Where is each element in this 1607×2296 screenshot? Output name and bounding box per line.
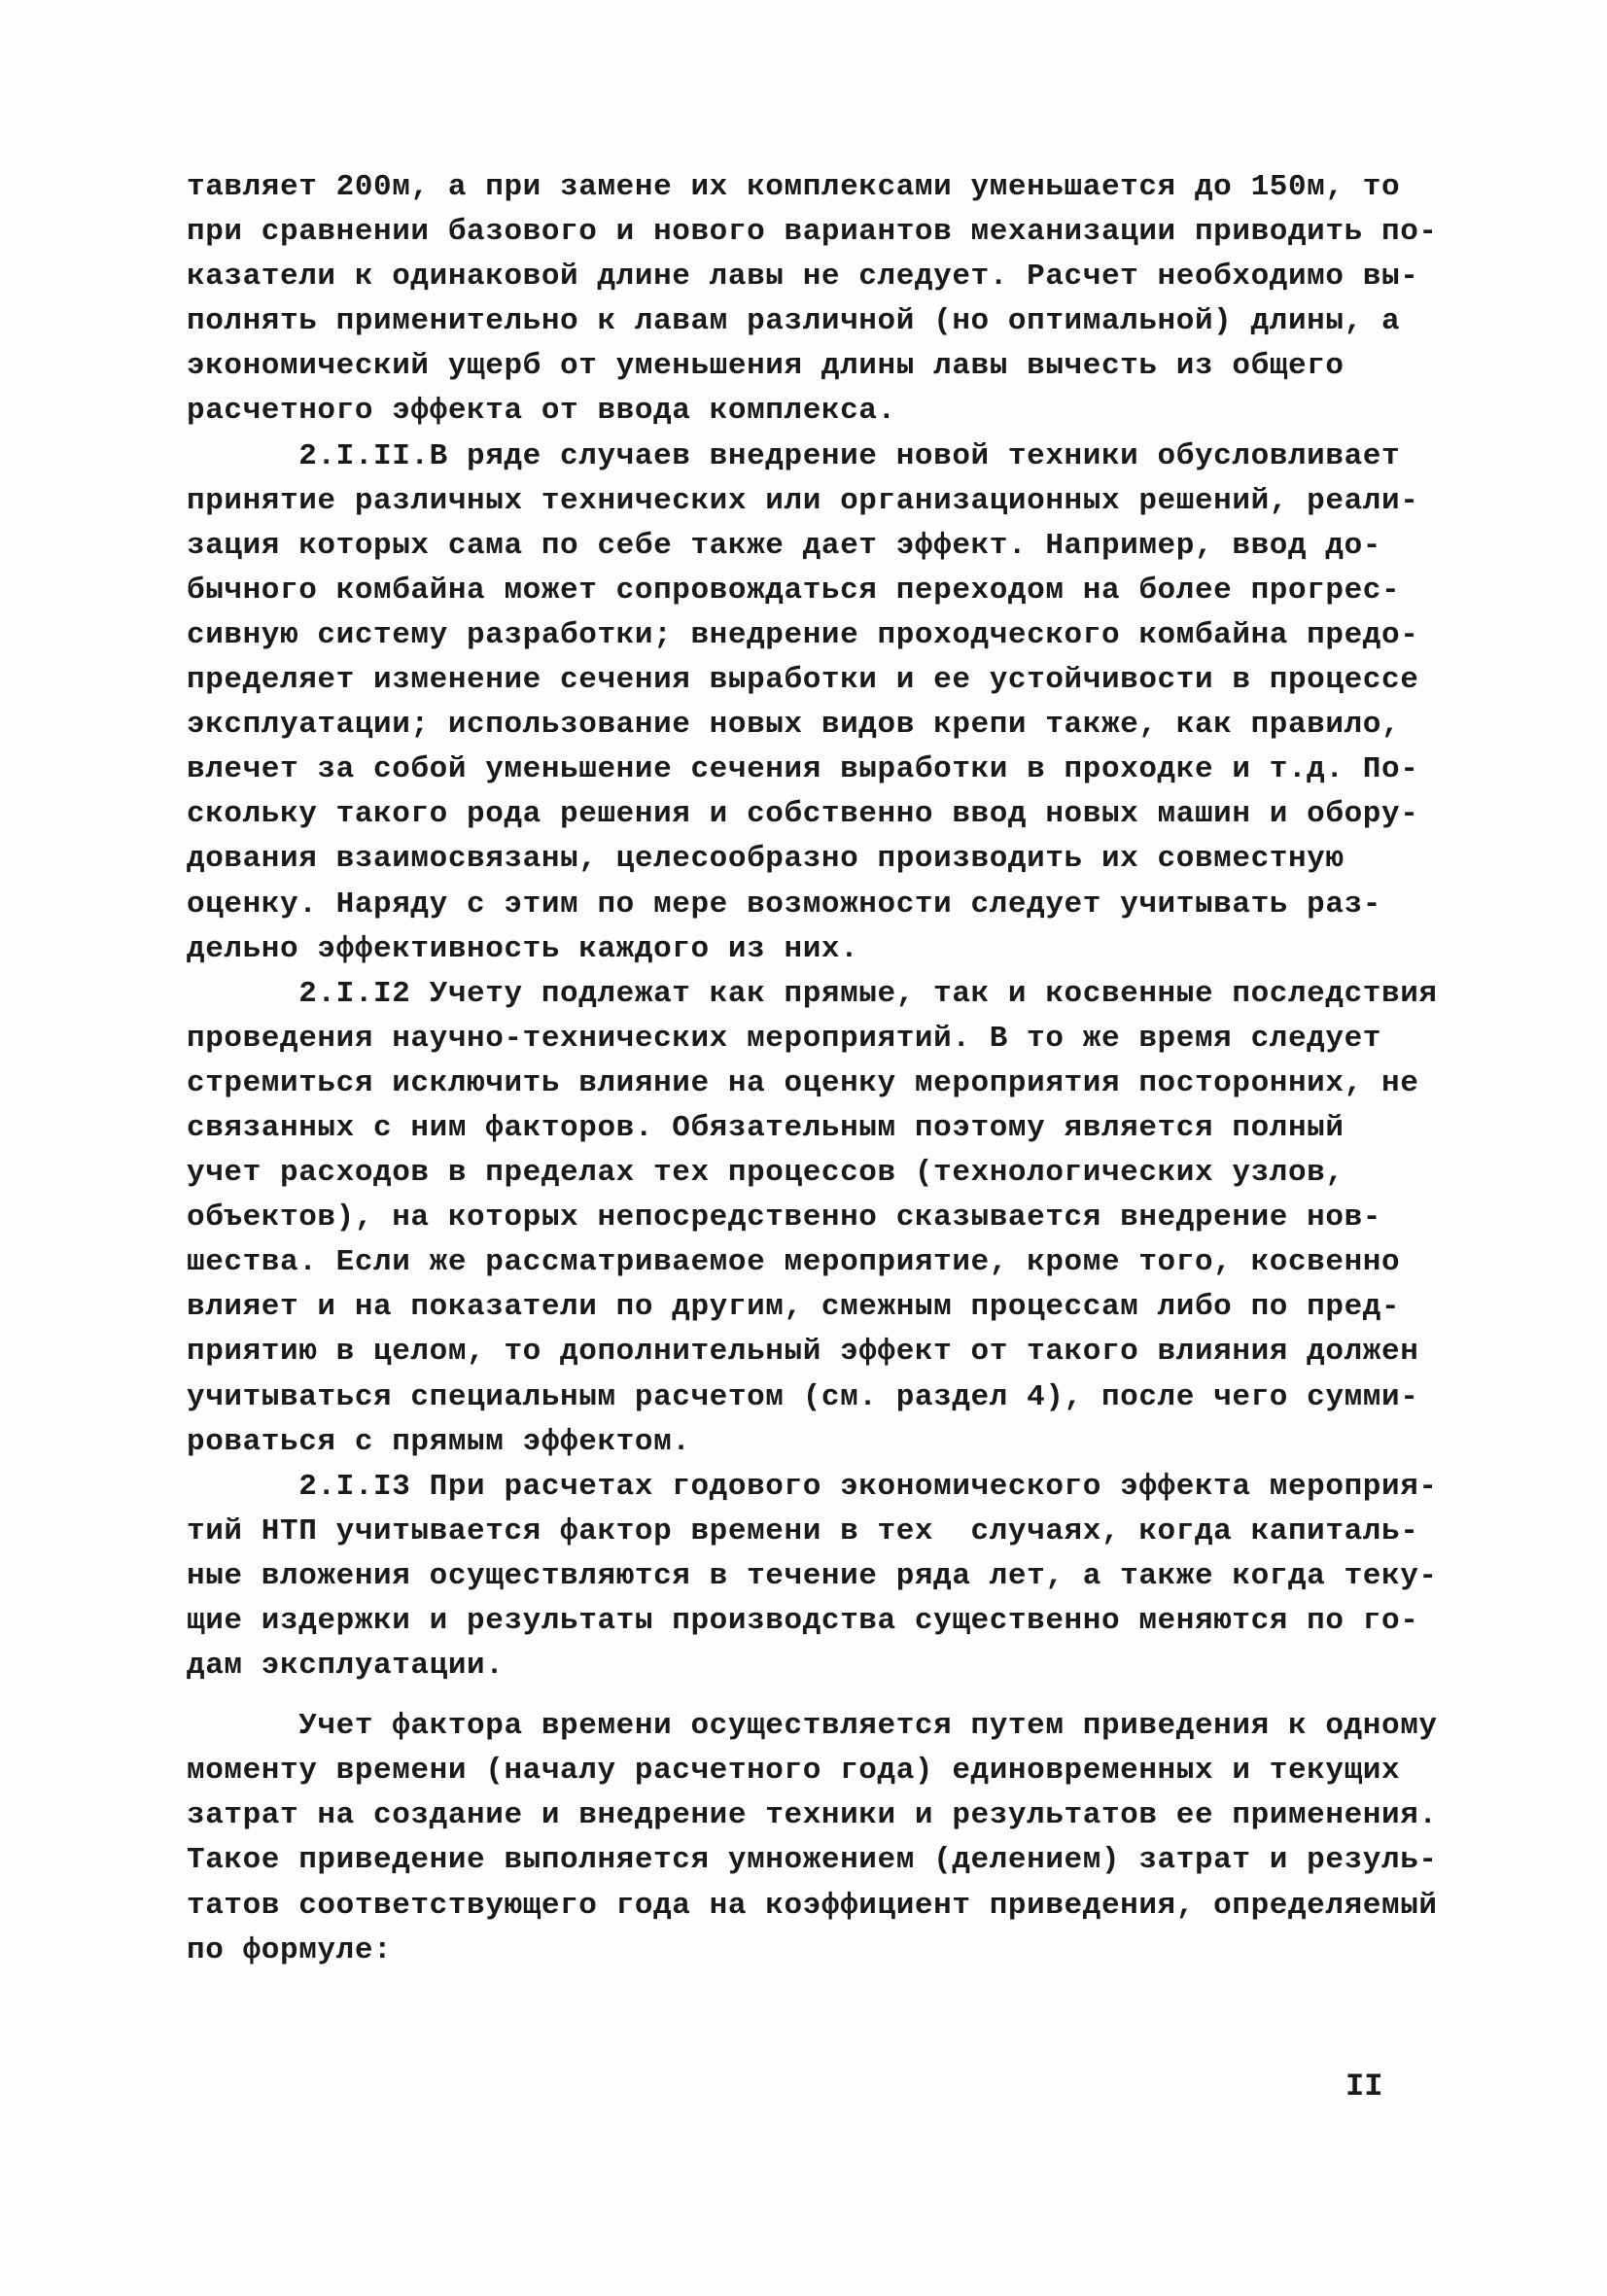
text-line: влияет и на показатели по другим, смежным процессам либо по пред- [187,1290,1401,1325]
text-line: 2.I.I2 Учету подлежат как прямые, так и косвенные последствия [187,976,1438,1011]
text-line: оценку. Наряду с этим по мере возможности следует учитывать раз- [187,887,1381,922]
text-line: зация которых сама по себе также дает эффект. Например, ввод до- [187,528,1381,563]
text-line: полнять применительно к лавам различной (но оптимальной) длины, а [187,304,1401,339]
text-line: роваться с прямым эффектом. [187,1424,691,1459]
text-line: проведения научно-технических мероприятий. В то же время следует [187,1021,1381,1056]
text-line: щие издержки и результаты производства существенно меняются по го- [187,1604,1419,1638]
text-line: тий НТП учитывается фактор времени в тех случаях, когда капиталь- [187,1513,1419,1548]
text-line: стремиться исключить влияние на оценку мероприятия посторонних, не [187,1065,1419,1100]
text-line: затрат на создание и внедрение техники и результатов ее применения. [187,1798,1438,1833]
text-line: приятию в целом, то дополнительный эффект от такого влияния должен [187,1335,1419,1370]
text-line: 2.I.II.В ряде случаев внедрение новой техники обусловливает [187,438,1401,473]
text-line: принятие различных технических или организационных решений, реали- [187,483,1419,518]
text-line: сивную систему разработки; внедрение проходческого комбайна предо- [187,617,1419,652]
page-number: II [1345,2069,1383,2105]
text-line: учет расходов в пределах тех процессов (технологических узлов, [187,1156,1345,1191]
text-line: бычного комбайна может сопровождаться переходом на более прогрес- [187,573,1401,608]
text-line: экономический ущерб от уменьшения длины лавы вычесть из общего [187,349,1345,384]
text-line: влечет за собой уменьшение сечения выработки в проходке и т.д. По- [187,752,1419,787]
text-line: при сравнении базового и нового вариантов механизации приводить по- [187,215,1438,250]
text-line: объектов), на которых непосредственно сказывается внедрение нов- [187,1200,1381,1235]
text-line: эксплуатации; использование новых видов крепи также, как правило, [187,708,1401,743]
text-line: Учет фактора времени осуществляется путем приведения к одному [187,1709,1438,1744]
text-line: дельно эффективность каждого из них. [187,931,859,966]
paragraph-gap [187,1688,1480,1704]
text-line: 2.I.I3 При расчетах годового экономического эффекта мероприя- [187,1469,1438,1504]
text-line: татов соответствующего года на коэффициент приведения, определяемый [187,1888,1438,1923]
text-line: скольку такого рода решения и собственно ввод новых машин и обору- [187,797,1419,832]
text-line: расчетного эффекта от ввода комплекса. [187,394,896,429]
text-line: Такое приведение выполняется умножением (делением) затрат и резуль- [187,1843,1438,1878]
text-line: пределяет изменение сечения выработки и ее устойчивости в процессе [187,663,1419,698]
text-line: по формуле: [187,1932,393,1967]
text-line: дования взаимосвязаны, целесообразно производить их совместную [187,842,1345,877]
text-line: дам эксплуатации. [187,1649,505,1684]
text-line: учитываться специальным расчетом (см. раздел 4), после чего сумми- [187,1379,1419,1414]
text-line: ные вложения осуществляются в течение ряда лет, а также когда теку- [187,1558,1438,1593]
body-text [187,165,1480,1973]
text-line: казатели к одинаковой длине лавы не следует. Расчет необходимо вы- [187,260,1419,295]
text-line: моменту времени (началу расчетного года) единовременных и текущих [187,1754,1401,1789]
text-line: шества. Если же рассматриваемое мероприятие, кроме того, косвенно [187,1245,1401,1280]
text-line: тавляет 200м, а при замене их комплексами уменьшается до 150м, то [187,170,1401,204]
text-line: связанных с ним факторов. Обязательным поэтому является полный [187,1110,1345,1145]
